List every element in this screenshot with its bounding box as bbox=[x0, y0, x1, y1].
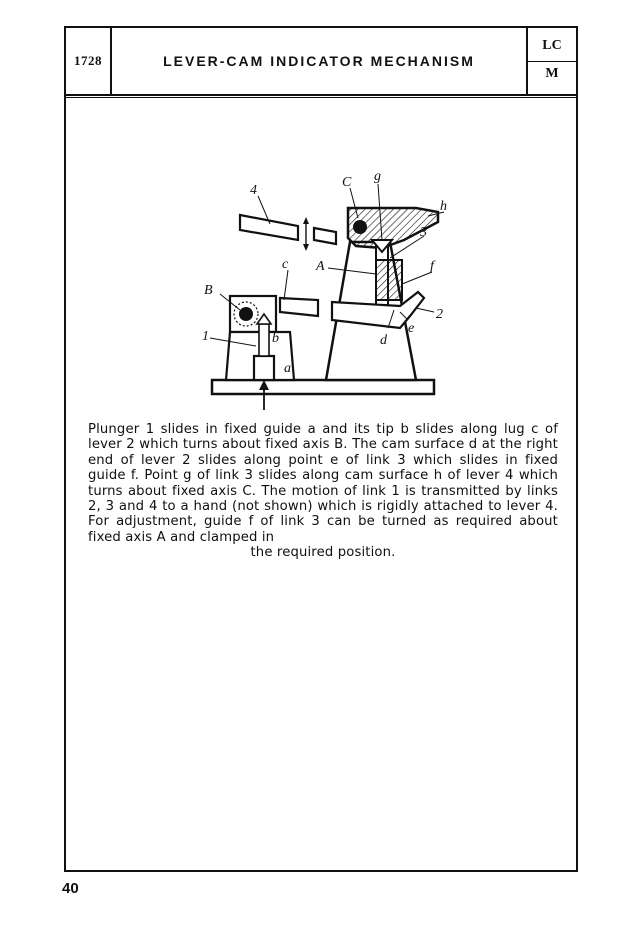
description-last-line: the required position. bbox=[250, 545, 396, 561]
label-C-top: C bbox=[342, 175, 352, 190]
description-body: Plunger 1 slides in fixed guide a and its tip b slides along lug c of lever 2 which turns about fixed axis B. The cam surface d at the right end of lever 2 slides along point e of link 3 which slides in fixed guide f. Point g of link 3 slides along cam surface h of lever 4 which turns about fixed axis C. The motion of link 1 is transmitted by links 2, 3 and 4 to a hand (not shown) which is rigidly attached to lever 4. For adjustment, guide f of link 3 can be turned as required about fixed axis A and clamped in bbox=[88, 422, 558, 545]
mechanism-diagram bbox=[138, 160, 448, 415]
page-title: LEVER-CAM INDICATOR MECHANISM bbox=[163, 53, 475, 69]
header-bar bbox=[66, 28, 576, 96]
axis-b-pivot bbox=[239, 307, 253, 321]
base-plate bbox=[212, 380, 434, 394]
lug-c bbox=[280, 298, 318, 316]
label-1: 1 bbox=[202, 329, 209, 344]
description-text bbox=[88, 422, 558, 561]
axis-c-pivot bbox=[353, 220, 367, 234]
mechanism-code: 1728 bbox=[66, 28, 112, 94]
label-h: h bbox=[440, 199, 447, 214]
label-a: a bbox=[284, 361, 291, 376]
label-4: 4 bbox=[250, 183, 257, 198]
label-g: g bbox=[374, 169, 381, 184]
motion-arrow-4-up bbox=[303, 217, 309, 224]
classification-divider bbox=[528, 61, 576, 62]
label-f: f bbox=[430, 259, 434, 274]
leader-2 bbox=[416, 308, 434, 312]
plunger-1 bbox=[254, 356, 274, 380]
page-number: 40 bbox=[62, 880, 79, 897]
label-c: c bbox=[282, 257, 289, 272]
classification-top: LC bbox=[542, 38, 562, 53]
label-A: A bbox=[316, 259, 325, 274]
leader-f bbox=[402, 272, 432, 284]
lever-4-left bbox=[240, 215, 298, 240]
guide-f bbox=[376, 260, 402, 300]
leader-c bbox=[284, 270, 288, 300]
label-b: b bbox=[272, 331, 279, 346]
label-B: B bbox=[204, 283, 213, 298]
label-2: 2 bbox=[436, 307, 443, 322]
label-d: d bbox=[380, 333, 387, 348]
classification-bottom: M bbox=[545, 66, 559, 81]
classification-box bbox=[526, 28, 576, 94]
label-3: 3 bbox=[420, 225, 427, 240]
label-e: e bbox=[408, 321, 415, 336]
lever-4-middle bbox=[314, 228, 336, 244]
plunger-stem bbox=[259, 324, 269, 356]
header-double-rule bbox=[66, 97, 576, 98]
motion-arrow-4-down bbox=[303, 244, 309, 251]
